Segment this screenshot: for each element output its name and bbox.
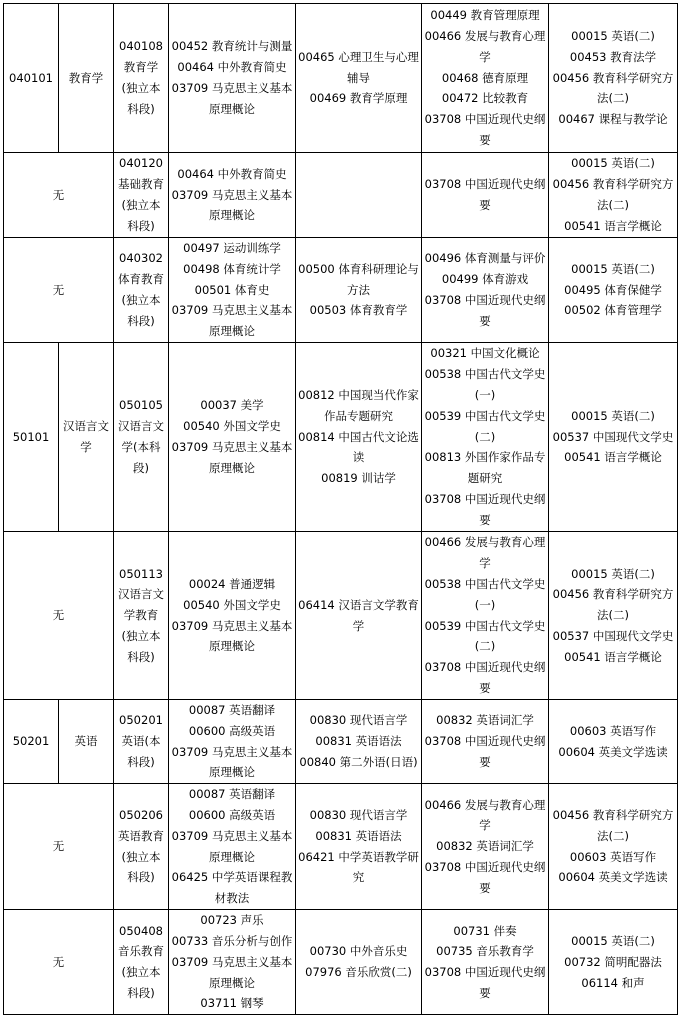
course-line: 00733 音乐分析与创作 — [171, 933, 293, 948]
course-line: 040108 — [119, 39, 163, 54]
course-line: 050105 — [119, 398, 163, 413]
course-line: 学 — [479, 49, 491, 64]
course-line: 段) — [133, 460, 149, 475]
course-line: 03708 中国近现代史纲 — [424, 734, 546, 749]
table-row — [4, 343, 678, 532]
course-line: (独立本 — [121, 81, 161, 95]
course-line: 03708 中国近现代史纲 — [424, 293, 546, 307]
courses-group-4-cell — [549, 343, 678, 532]
course-line: (独立本 — [121, 628, 161, 643]
course-line: 00814 中国古代文论选 — [298, 429, 419, 444]
courses-group-3-cell — [422, 700, 549, 784]
course-line: 03709 马克思主义基本 — [171, 828, 293, 843]
course-line: 基础教育 — [118, 177, 164, 192]
course-line: 作品专题研究 — [324, 408, 393, 423]
course-line: 科段) — [127, 985, 155, 1000]
course-line: 06425 中学英语课程教 — [171, 870, 293, 885]
course-line: (独立本 — [121, 198, 161, 212]
course-line: 00735 音乐教育学 — [436, 944, 534, 959]
course-line: 03711 钢琴 — [200, 996, 264, 1011]
course-line: 法(二) — [597, 828, 629, 843]
table-row — [4, 238, 678, 343]
course-line: 原理概论 — [209, 208, 255, 223]
courses-group-1-cell — [169, 700, 296, 784]
course-line: 050201 — [119, 713, 163, 728]
course-line: 03709 马克思主义基本 — [171, 954, 293, 969]
old-major-none-cell: 无 — [4, 784, 114, 910]
courses-group-3-cell — [422, 238, 549, 343]
courses-group-2-cell — [296, 4, 422, 153]
course-line: (独立本 — [121, 965, 161, 980]
old-major-code-cell: 50201 — [4, 700, 59, 784]
courses-group-4-cell — [549, 700, 678, 784]
course-line: 00539 中国古代文学史 — [424, 408, 546, 423]
course-line: 050408 — [119, 923, 163, 938]
course-line: 00812 中国现当代作家 — [298, 388, 419, 402]
course-line: (二) — [474, 639, 496, 654]
table-body — [4, 4, 678, 1015]
old-major-code-cell: 50101 — [4, 343, 59, 532]
course-line: 00539 中国古代文学史 — [424, 618, 546, 633]
course-line: 00453 教育法学 — [569, 49, 657, 64]
courses-group-3-cell — [422, 532, 549, 700]
course-line: 00830 现代语言学 — [309, 713, 408, 728]
course-line: 00452 教育统计与测量 — [171, 39, 293, 54]
old-major-name-cell: 汉语言文学 — [59, 343, 114, 532]
courses-group-1-cell — [169, 784, 296, 910]
course-line: 00603 英语写作 — [569, 849, 657, 864]
old-major-name-cell: 英语 — [59, 700, 114, 784]
course-line: 00538 中国古代文学史 — [424, 367, 546, 382]
course-line: 原理概论 — [209, 639, 255, 654]
course-line: 00456 教育科学研究方 — [552, 587, 674, 602]
course-line: 00087 英语翻译 — [188, 787, 276, 802]
course-line: 科段) — [127, 649, 155, 664]
old-major-code-cell: 040101 — [4, 4, 59, 153]
course-line: 00456 教育科学研究方 — [552, 177, 674, 192]
course-line: 00723 声乐 — [200, 913, 264, 928]
course-line: 00456 教育科学研究方 — [552, 808, 674, 823]
course-line: 00469 教育学原理 — [309, 91, 408, 106]
course-line: 00024 普通逻辑 — [188, 576, 276, 591]
course-line: (二) — [474, 429, 496, 444]
course-line: 00503 体育教育学 — [309, 303, 408, 318]
course-line: (一) — [474, 388, 496, 402]
course-line: 00466 发展与教育心理 — [424, 29, 546, 43]
courses-group-3-cell — [422, 910, 549, 1015]
course-line: 学 — [479, 818, 491, 833]
table-row — [4, 910, 678, 1015]
courses-group-4-cell — [549, 784, 678, 910]
course-line: 03709 马克思主义基本 — [171, 303, 293, 318]
course-line: 00732 简明配器法 — [564, 954, 662, 969]
course-line: 00603 英语写作 — [569, 723, 657, 738]
course-line: 学(本科 — [121, 440, 161, 454]
course-line: 00537 中国现代文学史 — [552, 628, 674, 643]
course-line: 原理概论 — [209, 101, 255, 116]
course-line: 学 — [352, 618, 365, 633]
course-line: 040120 — [119, 156, 163, 171]
course-line: 要 — [479, 754, 491, 769]
course-line: 00819 训诂学 — [321, 471, 396, 486]
course-line: 究 — [352, 870, 365, 885]
courses-group-2-cell — [296, 532, 422, 700]
courses-group-2-cell — [296, 343, 422, 532]
course-line: 00464 中外教育简史 — [177, 166, 287, 181]
course-line: 科段) — [127, 313, 155, 328]
course-line: 材教法 — [214, 891, 250, 906]
table-row — [4, 700, 678, 784]
course-line: 原理概论 — [209, 765, 255, 780]
course-line: 要 — [479, 132, 491, 147]
course-line: 汉语言文 — [118, 587, 164, 602]
course-line: 00015 英语(二) — [571, 933, 655, 948]
course-line: 00498 体育统计学 — [183, 261, 281, 276]
courses-group-2-cell — [296, 784, 422, 910]
course-line: 00830 现代语言学 — [309, 808, 408, 823]
courses-group-1-cell — [169, 153, 296, 238]
course-line: 00449 教育管理原理 — [430, 8, 540, 23]
course-line: 题研究 — [467, 471, 503, 486]
table-row — [4, 532, 678, 700]
course-line: 科段) — [127, 870, 155, 885]
table-row — [4, 153, 678, 238]
new-major-cell — [114, 343, 169, 532]
new-major-cell — [114, 238, 169, 343]
course-line: 00499 体育游戏 — [441, 272, 529, 287]
course-line: 汉语言文 — [118, 419, 164, 434]
course-line: 00468 德育原理 — [441, 70, 529, 85]
course-line: 00840 第二外语(日语) — [299, 754, 418, 769]
course-line: 00541 语言学概论 — [564, 649, 662, 664]
course-line: 读 — [352, 450, 365, 465]
course-line: 法(二) — [597, 91, 629, 106]
course-line: 00467 课程与教学论 — [558, 112, 668, 127]
course-line: 00604 英美文学选读 — [558, 744, 668, 759]
course-line: 03708 中国近现代史纲 — [424, 860, 546, 875]
course-line: 040302 — [119, 251, 163, 266]
courses-group-4-cell — [549, 910, 678, 1015]
course-line: 原理概论 — [209, 849, 255, 864]
old-major-name-cell: 教育学 — [59, 4, 114, 153]
course-line: 00466 发展与教育心理 — [424, 797, 546, 812]
course-line: 音乐教育 — [118, 944, 164, 959]
courses-group-4-cell — [549, 153, 678, 238]
courses-group-1-cell — [169, 238, 296, 343]
new-major-cell — [114, 700, 169, 784]
course-line: 00538 中国古代文学史 — [424, 576, 546, 591]
course-line: 科段) — [127, 754, 155, 769]
course-line: 00456 教育科学研究方 — [552, 70, 674, 85]
courses-group-1-cell — [169, 343, 296, 532]
course-line: 科段) — [127, 218, 155, 233]
course-line: 学教育 — [123, 608, 159, 623]
course-line: 00537 中国现代文学史 — [552, 429, 674, 444]
course-line: (独立本 — [121, 849, 161, 864]
course-line: 00465 心理卫生与心理 — [298, 49, 419, 64]
course-line: 06114 和声 — [581, 975, 645, 990]
course-line: 00015 英语(二) — [571, 29, 655, 43]
table-row — [4, 4, 678, 153]
courses-group-4-cell — [549, 532, 678, 700]
courses-group-1-cell — [169, 4, 296, 153]
course-line: 00500 体育科研理论与 — [298, 261, 419, 276]
course-line: 00600 高级英语 — [188, 723, 276, 738]
course-line: 00321 中国文化概论 — [430, 346, 540, 361]
course-line: 03708 中国近现代史纲 — [424, 965, 546, 980]
course-line: 03709 马克思主义基本 — [171, 440, 293, 454]
new-major-cell — [114, 784, 169, 910]
old-major-none-cell: 无 — [4, 532, 114, 700]
course-line: 00502 体育管理学 — [564, 303, 662, 318]
course-line: 00015 英语(二) — [571, 261, 655, 276]
course-line: 原理概论 — [209, 975, 255, 990]
courses-group-2-cell — [296, 700, 422, 784]
course-line: 00831 英语语法 — [315, 828, 402, 843]
courses-group-1-cell — [169, 532, 296, 700]
course-line: 原理概论 — [209, 324, 255, 339]
course-line: 07976 音乐欣赏(二) — [305, 965, 412, 980]
course-line: 00015 英语(二) — [571, 566, 655, 581]
course-line: 00495 体育保健学 — [564, 282, 662, 297]
course-line: 法(二) — [597, 198, 629, 212]
courses-group-3-cell — [422, 343, 549, 532]
course-line: 要 — [479, 313, 491, 328]
course-line: 00497 运动训练学 — [183, 241, 281, 255]
course-line: 00466 发展与教育心理 — [424, 535, 546, 550]
course-line: 00813 外国作家作品专 — [424, 450, 546, 465]
courses-group-3-cell — [422, 4, 549, 153]
course-line: 要 — [479, 880, 491, 895]
course-line: 00541 语言学概论 — [564, 450, 662, 465]
course-line: 06421 中学英语教学研 — [298, 849, 419, 864]
courses-group-4-cell — [549, 238, 678, 343]
courses-group-3-cell — [422, 784, 549, 910]
course-line: 英语(本 — [121, 734, 161, 749]
course-line: 要 — [479, 680, 491, 695]
course-line: 06414 汉语言文学教育 — [298, 597, 419, 612]
courses-group-2-cell — [296, 238, 422, 343]
course-line: 法(二) — [597, 608, 629, 623]
table-row — [4, 784, 678, 910]
course-line: 03708 中国近现代史纲 — [424, 112, 546, 127]
course-line: 00037 美学 — [200, 398, 264, 413]
course-line: 00831 英语语法 — [315, 734, 402, 749]
course-line: 体育教育 — [118, 272, 164, 287]
course-line: 英语教育 — [118, 828, 164, 843]
course-line: 教育学 — [123, 60, 159, 75]
courses-group-1-cell — [169, 910, 296, 1015]
new-major-cell — [114, 532, 169, 700]
course-line: 00540 外国文学史 — [183, 419, 281, 434]
course-line: 03708 中国近现代史纲 — [424, 491, 546, 506]
new-major-cell — [114, 4, 169, 153]
course-line: 00540 外国文学史 — [183, 597, 281, 612]
courses-group-2-cell — [296, 153, 422, 238]
course-line: 00496 体育测量与评价 — [424, 251, 546, 266]
course-line: 050113 — [119, 566, 163, 581]
course-line: 00472 比较教育 — [441, 91, 529, 106]
course-line: 辅导 — [347, 70, 370, 85]
course-line: 03709 马克思主义基本 — [171, 81, 293, 95]
course-line: 原理概论 — [209, 460, 255, 475]
courses-group-2-cell — [296, 910, 422, 1015]
courses-group-4-cell — [549, 4, 678, 153]
old-major-none-cell: 无 — [4, 910, 114, 1015]
course-line: 03708 中国近现代史纲 — [424, 660, 546, 675]
course-line: 050206 — [119, 808, 163, 823]
course-line: 00832 英语词汇学 — [436, 839, 534, 854]
course-line: 00604 英美文学选读 — [558, 870, 668, 885]
course-line: 学 — [479, 556, 491, 571]
old-major-none-cell: 无 — [4, 153, 114, 238]
new-major-cell — [114, 910, 169, 1015]
course-line: 00541 语言学概论 — [564, 218, 662, 233]
course-line: 03709 马克思主义基本 — [171, 187, 293, 202]
course-line: (一) — [474, 597, 496, 612]
course-line: 03709 马克思主义基本 — [171, 744, 293, 759]
course-line: 00015 英语(二) — [571, 156, 655, 171]
new-major-cell — [114, 153, 169, 238]
course-line: 科段) — [127, 101, 155, 116]
course-line: 00015 英语(二) — [571, 408, 655, 423]
major-course-table — [3, 3, 678, 1015]
course-line: 00730 中外音乐史 — [309, 944, 408, 959]
course-line: 要 — [479, 985, 491, 1000]
course-line: (独立本 — [121, 293, 161, 307]
course-line: 00600 高级英语 — [188, 808, 276, 823]
course-line: 00464 中外教育简史 — [177, 60, 287, 75]
course-line: 00731 伴奏 — [453, 923, 517, 938]
course-line: 方法 — [347, 282, 370, 297]
course-line: 00832 英语词汇学 — [436, 713, 534, 728]
course-line: 要 — [479, 512, 491, 527]
course-line: 要 — [479, 198, 491, 212]
course-line: 03708 中国近现代史纲 — [424, 177, 546, 192]
course-line: 00087 英语翻译 — [188, 703, 276, 717]
course-line: 00501 体育史 — [194, 282, 270, 297]
old-major-none-cell: 无 — [4, 238, 114, 343]
courses-group-3-cell — [422, 153, 549, 238]
course-line: 03709 马克思主义基本 — [171, 618, 293, 633]
